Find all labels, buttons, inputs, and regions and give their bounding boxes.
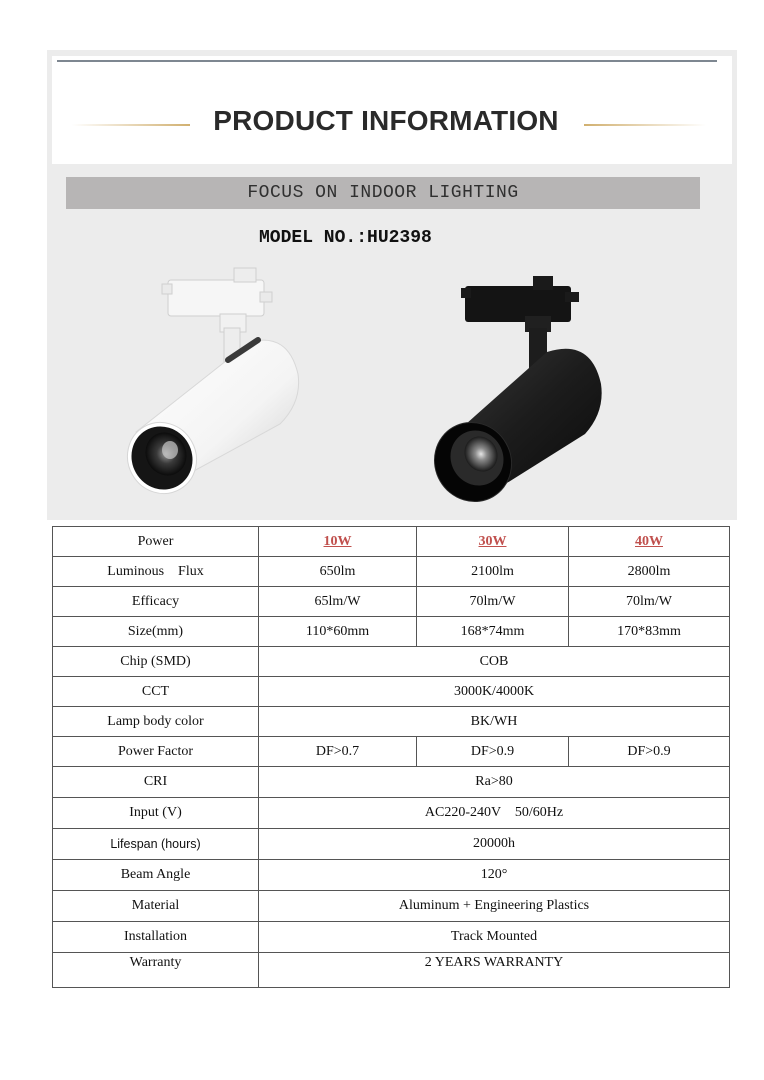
table-cell: DF>0.7 xyxy=(259,737,417,767)
table-cell: 650lm xyxy=(259,557,417,587)
row-label: Luminous Flux xyxy=(53,557,259,587)
table-row xyxy=(53,860,730,891)
row-label: CRI xyxy=(53,767,259,798)
row-label: Input (V) xyxy=(53,798,259,829)
row-label: Power xyxy=(53,527,259,557)
power-option-10w: 10W xyxy=(259,527,417,557)
row-label: Lamp body color xyxy=(53,707,259,737)
table-row xyxy=(53,767,730,798)
table-row xyxy=(53,527,730,557)
table-row xyxy=(53,891,730,922)
table-cell: 168*74mm xyxy=(417,617,569,647)
table-cell: 2800lm xyxy=(569,557,730,587)
title-ornament-right xyxy=(584,124,706,126)
table-row xyxy=(53,953,730,988)
table-row xyxy=(53,829,730,860)
black-track-light-image xyxy=(425,272,625,512)
table-row xyxy=(53,677,730,707)
table-cell: 65lm/W xyxy=(259,587,417,617)
row-label: Power Factor xyxy=(53,737,259,767)
table-cell: 110*60mm xyxy=(259,617,417,647)
row-label: Warranty xyxy=(53,953,259,988)
white-track-light-image xyxy=(110,262,320,512)
row-label: Size(mm) xyxy=(53,617,259,647)
table-cell: 70lm/W xyxy=(569,587,730,617)
header-rule xyxy=(57,60,717,62)
table-cell: 2 YEARS WARRANTY xyxy=(259,953,730,988)
row-label: CCT xyxy=(53,677,259,707)
model-number: MODEL NO.:HU2398 xyxy=(259,228,432,248)
table-cell: BK/WH xyxy=(259,707,730,737)
table-cell: 170*83mm xyxy=(569,617,730,647)
table-cell: Ra>80 xyxy=(259,767,730,798)
table-cell: COB xyxy=(259,647,730,677)
table-row xyxy=(53,647,730,677)
table-row xyxy=(53,922,730,953)
table-cell: 2100lm xyxy=(417,557,569,587)
table-cell: 70lm/W xyxy=(417,587,569,617)
spec-table xyxy=(52,526,730,988)
row-label: Lifespan (hours) xyxy=(53,829,259,860)
table-cell: 3000K/4000K xyxy=(259,677,730,707)
power-option-30w: 30W xyxy=(417,527,569,557)
table-row xyxy=(53,557,730,587)
power-option-40w: 40W xyxy=(569,527,730,557)
row-label: Installation xyxy=(53,922,259,953)
table-row xyxy=(53,737,730,767)
row-label: Chip (SMD) xyxy=(53,647,259,677)
page-title: PRODUCT INFORMATION xyxy=(213,105,559,136)
table-cell: AC220-240V 50/60Hz xyxy=(259,798,730,829)
subtitle-bar: FOCUS ON INDOOR LIGHTING xyxy=(66,177,700,209)
table-cell: 20000h xyxy=(259,829,730,860)
table-row xyxy=(53,798,730,829)
table-row xyxy=(53,587,730,617)
row-label: Efficacy xyxy=(53,587,259,617)
table-cell: DF>0.9 xyxy=(569,737,730,767)
title-ornament-left xyxy=(72,124,190,126)
table-cell: DF>0.9 xyxy=(417,737,569,767)
table-cell: Aluminum + Engineering Plastics xyxy=(259,891,730,922)
table-row xyxy=(53,617,730,647)
table-cell: Track Mounted xyxy=(259,922,730,953)
table-row xyxy=(53,707,730,737)
row-label: Material xyxy=(53,891,259,922)
row-label: Beam Angle xyxy=(53,860,259,891)
table-cell: 120° xyxy=(259,860,730,891)
